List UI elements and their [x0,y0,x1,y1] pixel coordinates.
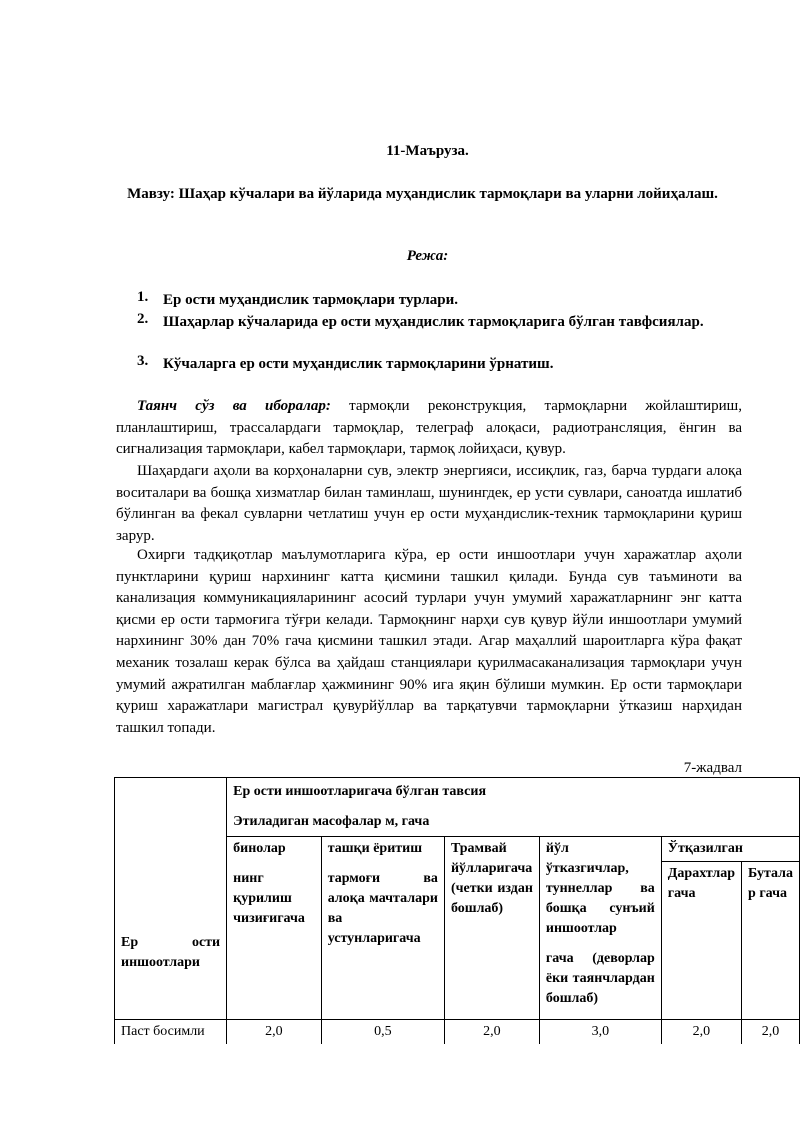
value-cell: 2,0 [742,1020,800,1045]
col-header-overpass [539,837,661,1020]
col-header-lighting [321,837,444,1020]
topic-title: Мавзу: Шаҳар кўчалари ва йўларида муҳандислик тармоқлари ва уларни лойиҳалаш. [127,186,718,202]
table-row [115,1020,800,1045]
value-cell: 2,0 [227,1020,322,1045]
col-5a-label: Дарахтлар гача [667,866,736,901]
lecture-title: 11-Маъруза. [386,143,469,159]
col-header-planted [661,837,799,862]
keywords-paragraph [116,396,742,461]
value-cell: 0,5 [321,1020,444,1045]
row-header-label: Ер ости иншоотлари [121,935,221,970]
row-header-cell [115,778,227,1020]
group-header-cell [227,778,800,837]
body-paragraph: Шаҳардаги аҳоли ва корҳоналарни сув, электр энергияси, иссиқлик, газ, барча турдаги алоқа воситалари ва бошқа хизматлар билан таминлаш, шунингдек, ер усти сувлари, саноатда ишлатиб бўлинган ва фекал сувларни четлатиш учун ер ости муҳандислик-техник тармоқларини қуриш зарур. [116,463,742,544]
col-1-label-a: бинолар [233,841,286,856]
distance-table [114,777,800,1044]
col-2-label-b: тармоғи ва алоқа мачталари ва устунларигача [327,871,438,946]
col-5-label: Ўтқазилган [667,841,743,856]
keywords-text: тармоқли реконструкция, тармоқларни жойлаштириш, планлаштириш, трассалардаги тармоқлар, телеграф алоқаси, радиотрансляция, ёнгин ва сигнализация тармоқлари, кабел тармоқлари, тармоқ лойиҳаси, қувур. [116,398,742,458]
plan-item-text: Ер ости муҳандислик тармоқлари турлари. [163,292,458,308]
plan-item-text: Кўчаларга ер ости муҳандислик тармоқларини ўрнатиш. [163,356,554,372]
col-header-trees [661,862,741,1020]
col-header-tram [444,837,539,1020]
col-header-buildings [227,837,322,1020]
col-2-label-a: ташқи ёритиш [327,841,423,856]
col-5b-label: Бутала р гача [748,866,793,901]
col-3-label: Трамвай йўлларигача (четки издан бошлаб) [450,841,533,916]
col-4-label-a: йўл ўтказгичлар, туннеллар ва бошқа сунъий иншоотлар [545,841,655,936]
table-caption: 7-жадвал [683,760,742,776]
row-name-cell: Паст босимли [115,1020,227,1045]
plan-item-number: 3. [137,353,149,369]
body-paragraph: Охирги тадқиқотлар маълумотларига кўра, ер ости иншоотлари учун харажатлар аҳоли пунктларини қуриш нархининг катта қисмини ташкил қилади. Бунда сув таъминоти ва канализация коммуникацияларининг асосий турлари учун умумий харажатларнинг энг катта қисми ер ости тармоғига тўғри келади. Тармоқнинг нарҳи сув қувур йўли иншоотлари умумий нархининг 30% дан 70% гача қисмини ташкил этади. Агар маҳаллий шароитларга кўра фақат механик тозалаш керак бўлса ва ҳайдаш станциялари қурилмасаканализация тармоқлари учун умумий ажратилган маблағлар ҳажмининг 90% ига яқин бўлиши мумкин. Ер ости тармоқлари қуриш харажатлари магистрал қувурйўллар ва тарқатувчи тармоқларни ўтказиш нарҳидан ташкил топади. [116,547,742,736]
col-header-shrubs [742,862,800,1020]
plan-item-number: 2. [137,311,149,327]
col-4-label-b: гача (деворлар ёки таянчлардан бошлаб) [545,951,655,1006]
value-cell: 2,0 [444,1020,539,1045]
group-header-1: Ер ости иншоотларигача бўлган тавсия [233,784,487,799]
plan-item-number: 1. [137,289,149,305]
col-1-label-b: нинг қурилиш чизиғигача [233,871,305,926]
plan-item-text: Шаҳарлар кўчаларида ер ости муҳандислик тармоқларига бўлган тавфсиялар. [163,314,704,330]
keywords-label: Таянч сўз ва иборалар: [137,398,331,414]
value-cell: 2,0 [661,1020,741,1045]
value-cell: 3,0 [539,1020,661,1045]
plan-heading: Режа: [406,248,449,264]
group-header-2: Этиладиган масофалар м, гача [233,814,430,829]
